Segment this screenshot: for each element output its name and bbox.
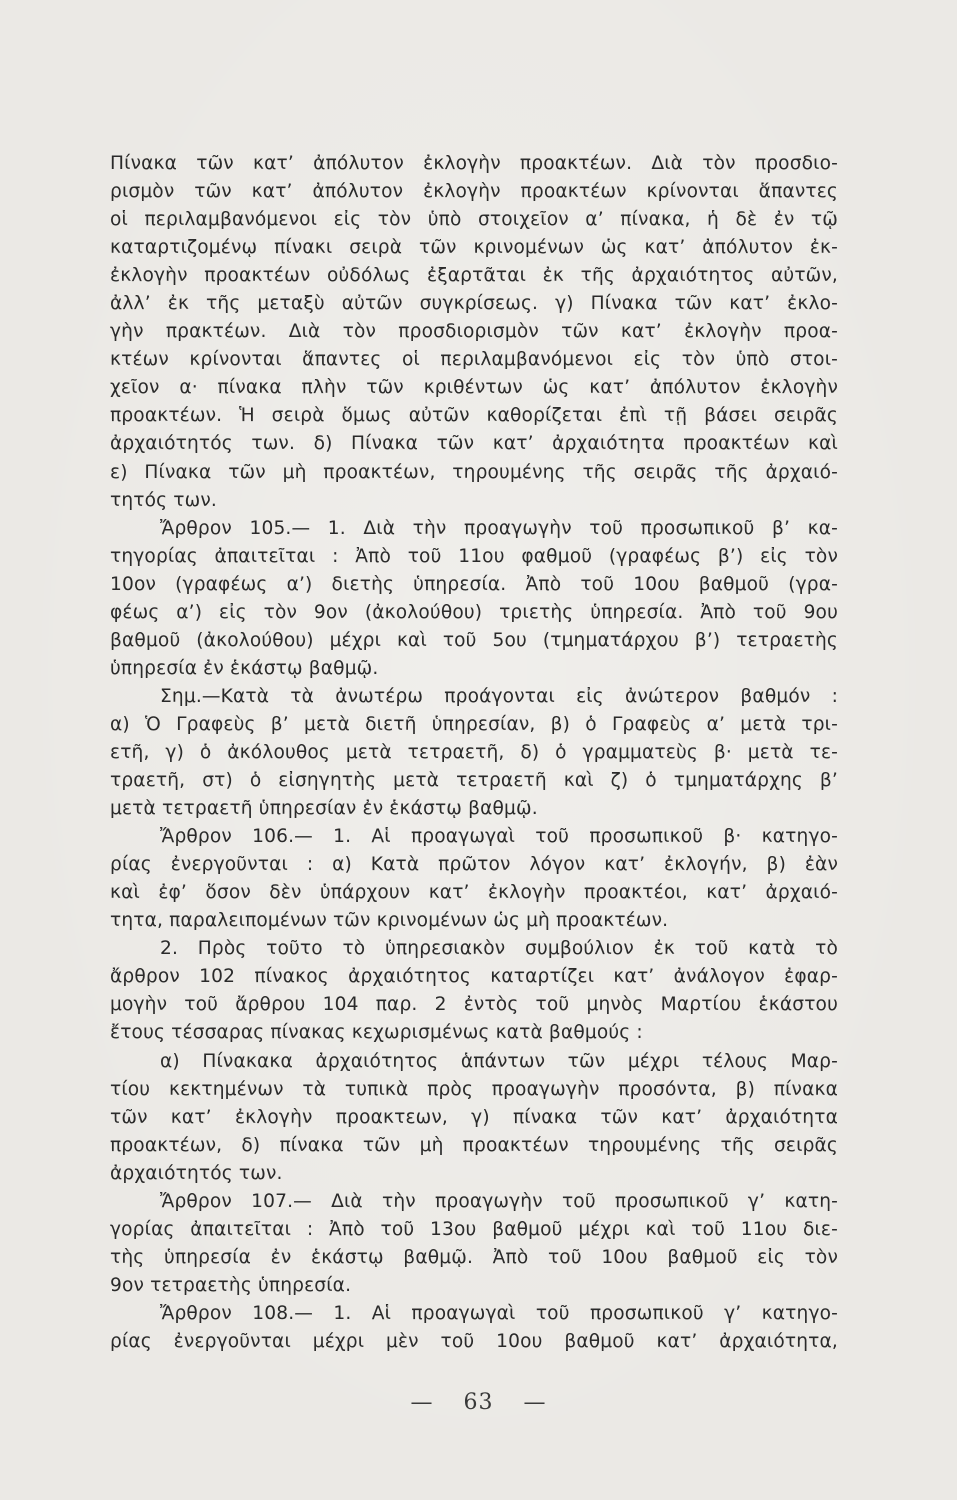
text-line: οἱ περιλαμβανόμενοι εἰς τὸν ὑπὸ στοιχεῖον α’ πίνακα, ἡ δὲ ἐν τῷ [110, 209, 838, 231]
text-line: τραετῆ, στ) ὁ εἰσηγητὴς μετὰ τετραετῆ καὶ ζ) ὁ τμηματάρχης β’ [110, 770, 838, 792]
text-line: μετὰ τετραετῆ ὑπηρεσίαν ἐν ἑκάστῳ βαθμῷ. [110, 798, 538, 820]
text-line: ε) Πίνακα τῶν μὴ προακτέων, τηρουμένης τῆς σειρᾶς τῆς ἀρχαιό- [110, 461, 838, 483]
text-line: α) Ὁ Γραφεὺς β’ μετὰ διετῆ ὑπηρεσίαν, β) ὁ Γραφεὺς α’ μετὰ τρι- [110, 713, 838, 735]
text-line: ὑπηρεσία ἐν ἑκάστῳ βαθμῷ. [110, 657, 379, 679]
text-line: τητα, παραλειπομένων τῶν κρινομένων ὡς μὴ προακτέων. [110, 910, 669, 932]
text-line: γορίας ἀπαιτεῖται : Ἀπὸ τοῦ 13ου βαθμοῦ μέχρι καὶ τοῦ 11ου διε- [110, 1218, 838, 1240]
text-line: ρίας ἐνεργοῦνται : α) Κατὰ πρῶτον λόγον κατ’ ἐκλογήν, β) ἐὰν [110, 854, 838, 876]
text-line: ἔτους τέσσαρας πίνακας κεχωρισμένως κατὰ βαθμούς : [110, 1022, 643, 1044]
page-number: 63 [463, 1390, 494, 1415]
text-line: α) Πίνακακα ἀρχαιότητος ἁπάντων τῶν μέχρι τέλους Μαρ- [160, 1050, 838, 1072]
text-line: ετῆ, γ) ὁ ἀκόλουθος μετὰ τετραετῆ, δ) ὁ γραμματεὺς β· μετὰ τε- [110, 741, 838, 763]
text-line: καὶ ἐφ’ ὅσον δὲν ὑπάρχουν κατ’ ἐκλογὴν προακτέοι, κατ’ ἀρχαιό- [110, 882, 838, 904]
text-line: Ἄρθρον 107.— Διὰ τὴν προαγωγὴν τοῦ προσωπικοῦ γ’ κατη- [160, 1190, 838, 1212]
text-line: Ἄρθρον 105.— 1. Διὰ τὴν προαγωγὴν τοῦ προσωπικοῦ β’ κα- [160, 517, 838, 539]
text-line: ἀλλ’ ἐκ τῆς μεταξὺ αὐτῶν συγκρίσεως. γ) Πίνακα τῶν κατ’ ἐκλο- [110, 293, 838, 315]
text-line: Σημ.—Κατὰ τὰ ἀνωτέρω προάγονται εἰς ἀνώτερον βαθμόν : [160, 685, 838, 707]
text-line: γὴν πρακτέων. Διὰ τὸν προσδιορισμὸν τῶν κατ’ ἐκλογὴν προα- [110, 321, 838, 343]
page-number-dash-left: — [410, 1390, 434, 1415]
text-line: χεῖον α· πίνακα πλὴν τῶν κριθέντων ὡς κατ’ ἀπόλυτον ἐκλογὴν [110, 377, 838, 399]
text-line: ἀρχαιότητός των. δ) Πίνακα τῶν κατ’ ἀρχαιότητα προακτέων καὶ [110, 433, 838, 455]
text-line: τῶν κατ’ ἐκλογὴν προακτεων, γ) πίνακα τῶν κατ’ ἀρχαιότητα [110, 1106, 838, 1128]
text-line: τητός των. [110, 489, 217, 511]
text-line: μογὴν τοῦ ἄρθρου 104 παρ. 2 ἐντὸς τοῦ μηνὸς Μαρτίου ἑκάστου [110, 994, 838, 1016]
text-line: ἄρθρον 102 πίνακος ἀρχαιότητος καταρτίζει κατ’ ἀνάλογον ἐφαρ- [110, 966, 838, 988]
text-line: τίου κεκτημένων τὰ τυπικὰ πρὸς προαγωγὴν προσόντα, β) πίνακα [110, 1078, 838, 1100]
text-line: ἐκλογὴν προακτέων οὐδόλως ἐξαρτᾶται ἐκ τῆς ἀρχαιότητος αὐτῶν, [110, 265, 838, 287]
text-line: ρισμὸν τῶν κατ’ ἀπόλυτον ἐκλογὴν προακτέων κρίνονται ἅπαντες [110, 181, 838, 203]
text-line: ἀρχαιότητός των. [110, 1162, 283, 1184]
text-line: τηγορίας ἀπαιτεῖται : Ἀπὸ τοῦ 11ου φαθμοῦ (γραφέως β’) εἰς τὸν [110, 545, 838, 567]
text-line: Ἄρθρον 108.— 1. Αἱ προαγωγαὶ τοῦ προσωπικοῦ γ’ κατηγο- [160, 1302, 838, 1324]
text-line: καταρτιζομένῳ πίνακι σειρὰ τῶν κρινομένων ὡς κατ’ ἀπόλυτον ἐκ- [110, 237, 838, 259]
text-line: ρίας ἐνεργοῦνται μέχρι μὲν τοῦ 10ου βαθμοῦ κατ’ ἀρχαιότητα, [110, 1330, 838, 1352]
text-line: προακτέων. Ἡ σειρὰ ὅμως αὐτῶν καθορίζεται ἐπὶ τῇ βάσει σειρᾶς [110, 405, 838, 427]
page-footer [0, 1390, 957, 1415]
text-line: Πίνακα τῶν κατ’ ἀπόλυτον ἐκλογὴν προακτέων. Διὰ τὸν προσδιο- [110, 153, 838, 174]
text-line: 2. Πρὸς τοῦτο τὸ ὑπηρεσιακὸν συμβούλιον ἐκ τοῦ κατὰ τὸ [160, 938, 838, 960]
text-line: 10ον (γραφέως α’) διετὴς ὑπηρεσία. Ἀπὸ τοῦ 10ου βαθμοῦ (γρα- [110, 573, 838, 595]
text-line: κτέων κρίνονται ἅπαντες οἱ περιλαμβανόμενοι εἰς τὸν ὑπὸ στοι- [110, 349, 838, 371]
text-line: τὴς ὑπηρεσία ἐν ἑκάστῳ βαθμῷ. Ἀπὸ τοῦ 10ου βαθμοῦ εἰς τὸν [110, 1246, 838, 1268]
text-line: βαθμοῦ (ἀκολούθου) μέχρι καὶ τοῦ 5ου (τμηματάρχου β’) τετραετὴς [110, 629, 838, 651]
page-number-dash-right: — [523, 1390, 547, 1415]
text-line: φέως α’) εἰς τὸν 9ον (ἀκολούθου) τριετὴς ὑπηρεσία. Ἀπὸ τοῦ 9ου [110, 601, 838, 623]
text-line: 9ον τετραετὴς ὑπηρεσία. [110, 1274, 352, 1296]
text-line: προακτέων, δ) πίνακα τῶν μὴ προακτέων τηρουμένης τῆς σειρᾶς [110, 1134, 838, 1156]
text-line: Ἄρθρον 106.— 1. Αἱ προαγωγαὶ τοῦ προσωπικοῦ β· κατηγο- [160, 826, 838, 848]
body-text [110, 150, 838, 1356]
